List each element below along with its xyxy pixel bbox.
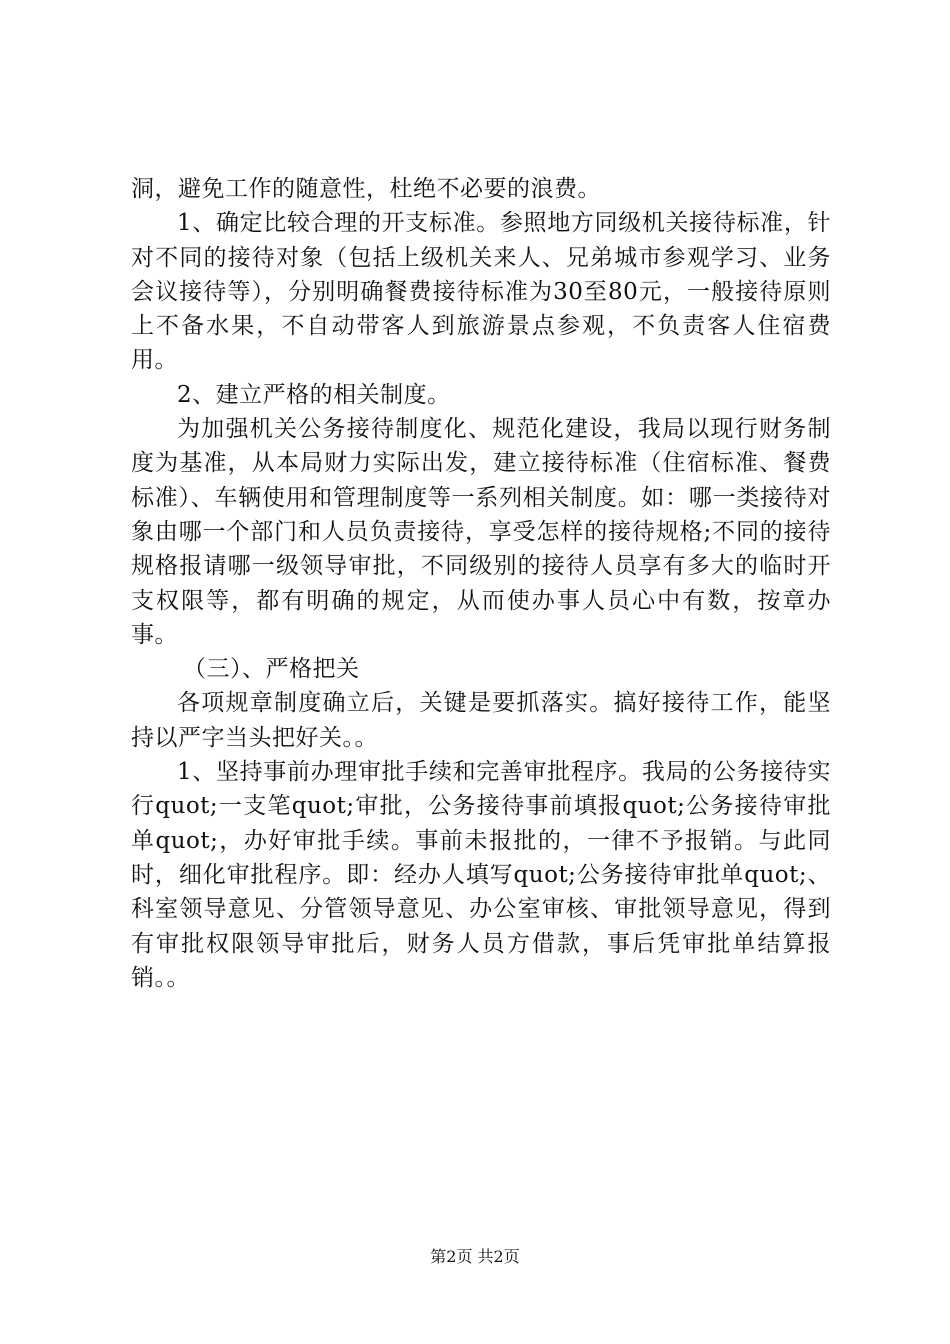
paragraph-approval-procedure: 1、坚持事前办理审批手续和完善审批程序。我局的公务接待实行quot;一支笔quot;审批，公务接待事前填报quot;公务接待审批单quot;，办好审批手续。事前未报批的，一律不予报销。与此同时，细化审批程序。即：经办人填写quot;公务接待审批单quot;、科室领导意见、分管领导意见、办公室审核、审批领导意见，得到有审批权限领导审批后，财务人员方借款，事后凭审批单结算报销。。 <box>131 759 831 991</box>
paragraph-implementation: 各项规章制度确立后，关键是要抓落实。搞好接待工作，能坚持以严字当头把好关。。 <box>131 690 831 751</box>
page-footer: 第2页 共2页 <box>430 1247 520 1266</box>
document-body <box>131 172 831 995</box>
paragraph-spending-standard: 1、确定比较合理的开支标准。参照地方同级机关接待标准，针对不同的接待对象（包括上级机关来人、兄弟城市参观学习、业务会议接待等），分别明确餐费接待标准为30至80元，一般接待原则上不备水果，不自动带客人到旅游景点参观，不负责客人住宿费用。 <box>131 210 831 374</box>
paragraph-continuation: 洞，避免工作的随意性，杜绝不必要的浪费。 <box>131 176 601 202</box>
section-heading-strict-control: （三）、严格把关 <box>183 656 360 683</box>
paragraph-establish-system: 2、建立严格的相关制度。 <box>177 381 451 408</box>
paragraph-system-details: 为加强机关公务接待制度化、规范化建设，我局以现行财务制度为基准，从本局财力实际出发，建立接待标准（住宿标准、餐费标准）、车辆使用和管理制度等一系列相关制度。如：哪一类接待对象由哪一个部门和人员负责接待，享受怎样的接待规格;不同的接待规格报请哪一级领导审批，不同级别的接待人员享有多大的临时开支权限等，都有明确的规定，从而使办事人员心中有数，按章办事。 <box>131 416 831 648</box>
